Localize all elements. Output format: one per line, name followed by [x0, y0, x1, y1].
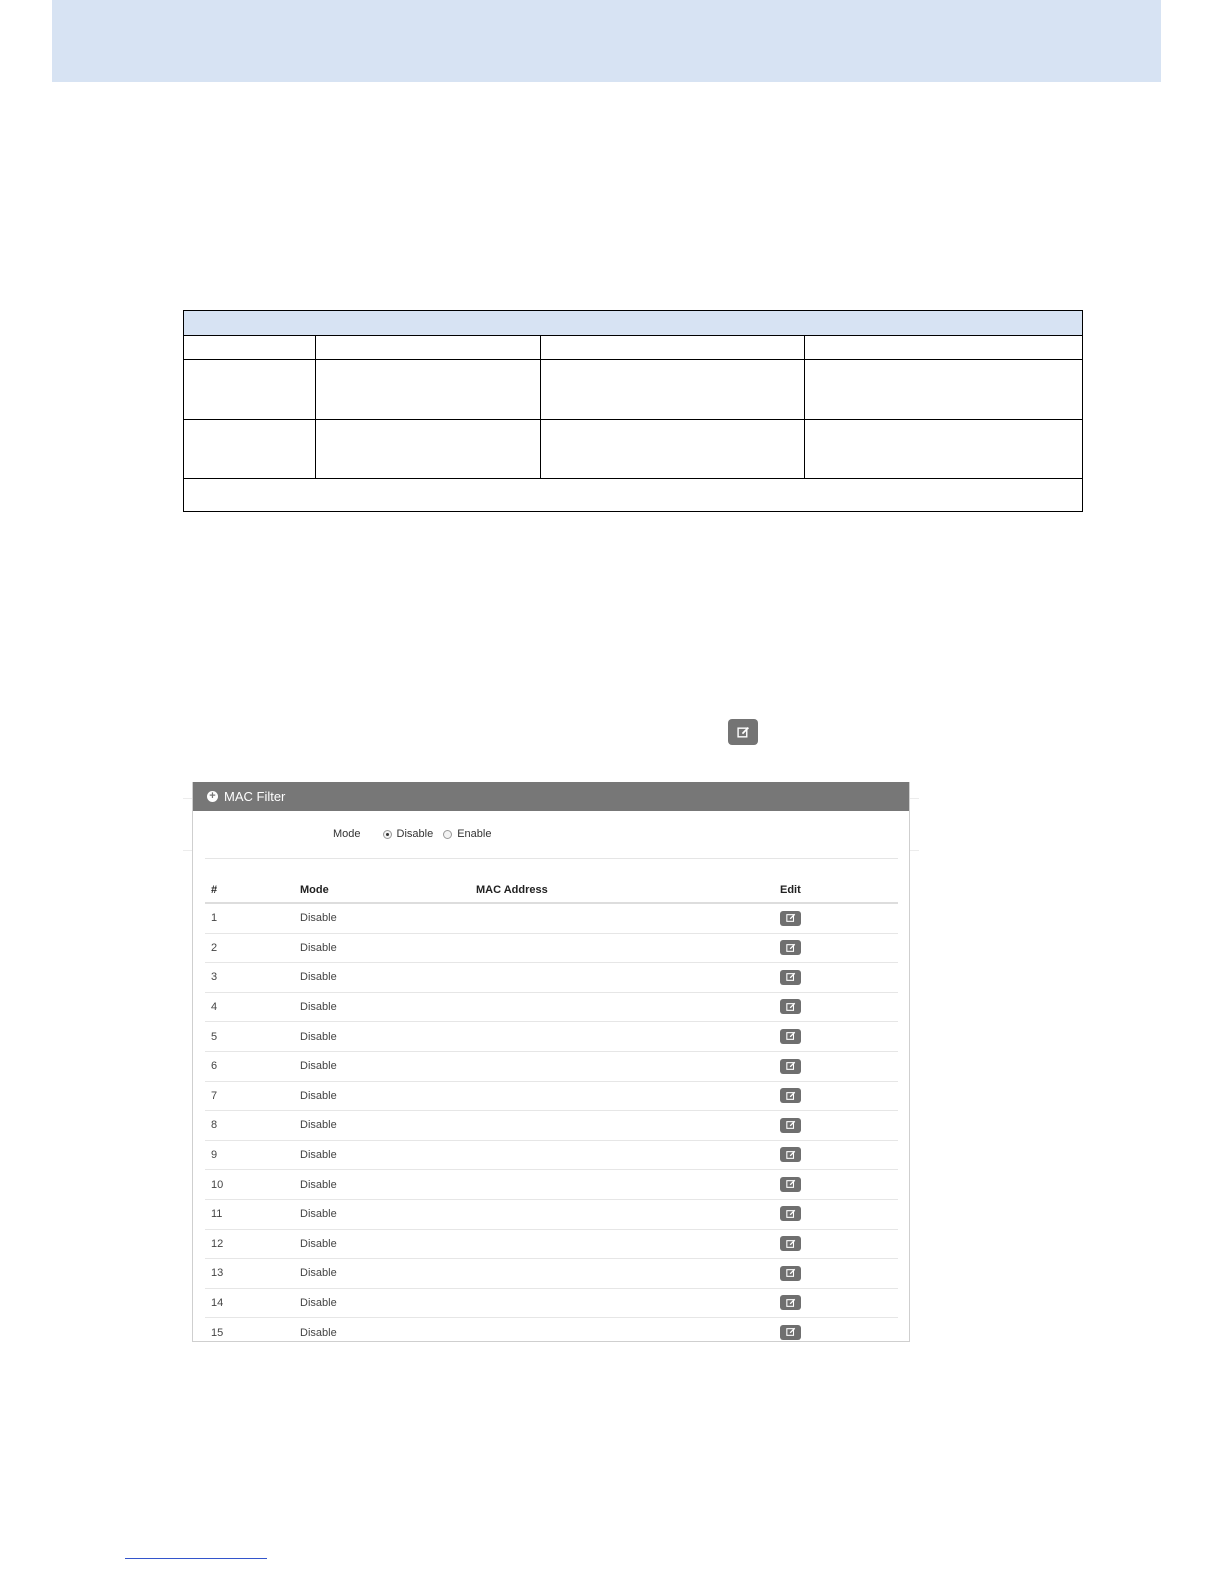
row-num: 6 — [205, 1051, 294, 1081]
edit-icon — [786, 913, 796, 923]
edit-icon — [786, 1179, 796, 1189]
table-row — [205, 1229, 898, 1259]
row-edit-cell — [774, 963, 898, 993]
footer-link-underline — [125, 1558, 267, 1559]
header-edit: Edit — [774, 878, 898, 903]
row-edit-cell — [774, 1170, 898, 1200]
spec-table — [183, 310, 1083, 512]
table-header-row — [205, 878, 898, 903]
edit-icon — [786, 1327, 796, 1337]
row-num: 15 — [205, 1318, 294, 1342]
edit-icon — [786, 1150, 796, 1160]
row-mac — [470, 992, 774, 1022]
row-mode: Disable — [294, 1288, 470, 1318]
edit-icon — [786, 1209, 796, 1219]
header-mode: Mode — [294, 878, 470, 903]
row-mode: Disable — [294, 1259, 470, 1289]
row-edit-cell — [774, 1081, 898, 1111]
row-num: 4 — [205, 992, 294, 1022]
row-num: 10 — [205, 1170, 294, 1200]
spec-table-note-row — [184, 478, 1083, 511]
row-mode: Disable — [294, 933, 470, 963]
edit-button[interactable] — [780, 1206, 801, 1221]
row-mode: Disable — [294, 1140, 470, 1170]
table-row — [205, 1318, 898, 1342]
row-edit-cell — [774, 1229, 898, 1259]
edit-icon — [786, 1061, 796, 1071]
row-mac — [470, 1081, 774, 1111]
row-mode: Disable — [294, 1081, 470, 1111]
row-mac — [470, 1051, 774, 1081]
table-row — [205, 1288, 898, 1318]
row-mode: Disable — [294, 1170, 470, 1200]
row-mode: Disable — [294, 1111, 470, 1141]
edit-icon — [786, 1002, 796, 1012]
divider — [205, 858, 898, 859]
edit-icon — [737, 726, 750, 739]
radio-disable-label: Disable — [396, 828, 434, 840]
row-edit-cell — [774, 1318, 898, 1342]
row-mac — [470, 903, 774, 933]
row-mac — [470, 1288, 774, 1318]
row-mac — [470, 1111, 774, 1141]
row-mac — [470, 1140, 774, 1170]
row-mode: Disable — [294, 1051, 470, 1081]
page-header-band — [52, 0, 1161, 82]
edit-button[interactable] — [780, 1236, 801, 1251]
row-mac — [470, 1022, 774, 1052]
row-mac — [470, 1318, 774, 1342]
radio-enable[interactable] — [443, 830, 452, 839]
inline-edit-icon — [728, 719, 758, 745]
edit-icon — [786, 1239, 796, 1249]
edit-icon — [786, 1120, 796, 1130]
edit-button[interactable] — [780, 1325, 801, 1340]
spec-table-row — [184, 419, 1083, 478]
mode-label: Mode — [333, 828, 361, 840]
row-mac — [470, 1199, 774, 1229]
table-row — [205, 1051, 898, 1081]
row-mac — [470, 1229, 774, 1259]
row-num: 1 — [205, 903, 294, 933]
spec-table-title-row — [184, 311, 1083, 336]
row-mac — [470, 963, 774, 993]
edit-icon — [786, 943, 796, 953]
row-num: 5 — [205, 1022, 294, 1052]
table-row — [205, 1081, 898, 1111]
edit-button[interactable] — [780, 1059, 801, 1074]
edit-button[interactable] — [780, 1029, 801, 1044]
row-mode: Disable — [294, 992, 470, 1022]
header-mac: MAC Address — [470, 878, 774, 903]
row-num: 8 — [205, 1111, 294, 1141]
mode-option-disable[interactable] — [383, 828, 434, 840]
row-num: 3 — [205, 963, 294, 993]
row-edit-cell — [774, 1051, 898, 1081]
row-mode: Disable — [294, 1022, 470, 1052]
edit-icon — [786, 1031, 796, 1041]
mode-selector — [333, 828, 501, 840]
panel-title: MAC Filter — [224, 789, 286, 804]
edit-icon — [786, 972, 796, 982]
table-row — [205, 1022, 898, 1052]
edit-button[interactable] — [780, 1266, 801, 1281]
row-edit-cell — [774, 1259, 898, 1289]
mac-filter-table — [205, 878, 898, 1342]
edit-button[interactable] — [780, 970, 801, 985]
row-mode: Disable — [294, 903, 470, 933]
spec-table-header-row — [184, 336, 1083, 360]
edit-button[interactable] — [780, 1177, 801, 1192]
radio-enable-label: Enable — [457, 828, 492, 840]
plus-circle-icon[interactable]: + — [207, 791, 218, 802]
row-edit-cell — [774, 1022, 898, 1052]
edit-button[interactable] — [780, 1118, 801, 1133]
radio-disable[interactable] — [383, 830, 392, 839]
edit-icon — [786, 1268, 796, 1278]
edit-button[interactable] — [780, 940, 801, 955]
row-edit-cell — [774, 933, 898, 963]
row-mode: Disable — [294, 963, 470, 993]
row-mac — [470, 1170, 774, 1200]
row-num: 13 — [205, 1259, 294, 1289]
edit-button[interactable] — [780, 1147, 801, 1162]
mac-filter-screenshot — [183, 782, 919, 1342]
row-mac — [470, 1259, 774, 1289]
table-row — [205, 933, 898, 963]
row-mode: Disable — [294, 1229, 470, 1259]
mac-filter-panel — [192, 782, 910, 1342]
header-num: # — [205, 878, 294, 903]
table-row — [205, 1140, 898, 1170]
row-mode: Disable — [294, 1199, 470, 1229]
row-mode: Disable — [294, 1318, 470, 1342]
row-num: 12 — [205, 1229, 294, 1259]
row-num: 7 — [205, 1081, 294, 1111]
table-row — [205, 903, 898, 933]
edit-button[interactable] — [780, 911, 801, 926]
row-num: 9 — [205, 1140, 294, 1170]
row-edit-cell — [774, 1111, 898, 1141]
edit-button[interactable] — [780, 1295, 801, 1310]
edit-icon — [786, 1298, 796, 1308]
edit-button[interactable] — [780, 999, 801, 1014]
panel-header[interactable] — [193, 782, 909, 811]
row-num: 2 — [205, 933, 294, 963]
edit-button[interactable] — [780, 1088, 801, 1103]
table-row — [205, 1259, 898, 1289]
row-edit-cell — [774, 1199, 898, 1229]
row-edit-cell — [774, 1288, 898, 1318]
row-edit-cell — [774, 992, 898, 1022]
table-row — [205, 992, 898, 1022]
row-edit-cell — [774, 903, 898, 933]
table-row — [205, 1199, 898, 1229]
row-num: 14 — [205, 1288, 294, 1318]
spec-table-row — [184, 360, 1083, 419]
edit-icon — [786, 1091, 796, 1101]
table-row — [205, 963, 898, 993]
row-mac — [470, 933, 774, 963]
row-edit-cell — [774, 1140, 898, 1170]
row-num: 11 — [205, 1199, 294, 1229]
table-row — [205, 1170, 898, 1200]
table-row — [205, 1111, 898, 1141]
mode-option-enable[interactable] — [443, 828, 491, 840]
